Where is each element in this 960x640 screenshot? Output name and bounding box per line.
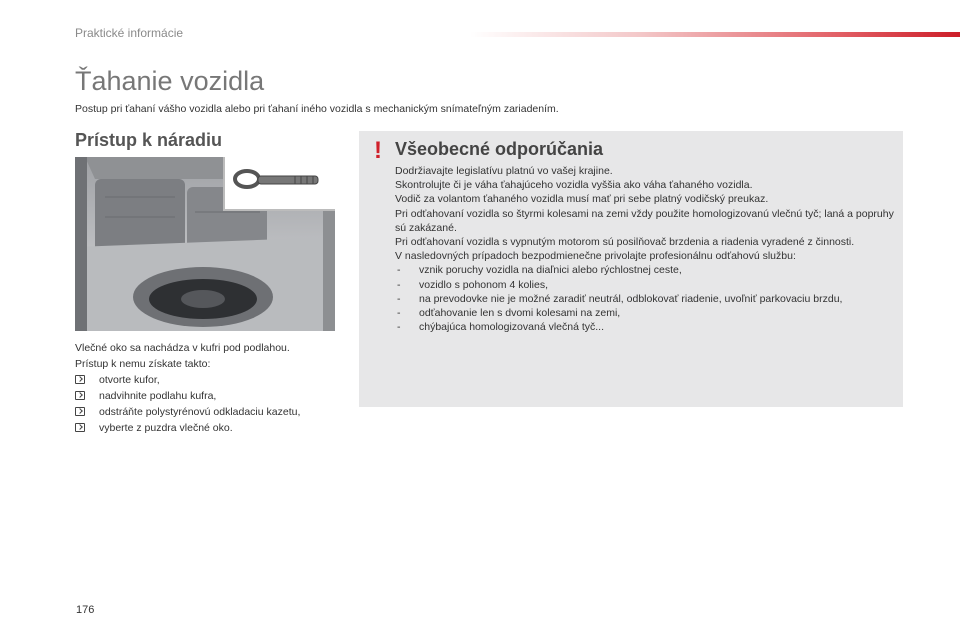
section-header-label: Praktické informácie [75,26,184,40]
advice-paragraph: Dodržiavajte legislatívu platnú vo vašej krajine. [395,165,613,177]
list-item: vyberte z puzdra vlečné oko. [75,420,300,436]
list-item: - odťahovanie len s dvomi kolesami na zemi, [397,307,621,320]
checkbox-bullet-icon [75,423,85,432]
list-item: nadvihnite podlahu kufra, [75,388,300,404]
advice-paragraph: V nasledovných prípadoch bezpodmienečne privolajte profesionálnu odťahovú službu: [395,250,796,263]
intro-line: Vlečné oko sa nachádza v kufri pod podlahou. [75,342,290,354]
advice-title: Všeobecné odporúčania [395,139,604,159]
warning-icon: ! [374,137,382,164]
dash-bullet: - [397,307,401,320]
general-advice-box [359,131,903,407]
advice-paragraph: Pri odťahovaní vozidla s vypnutým motorom sú posilňovač brzdenia a riadenia vyradené z činnosti. [395,236,855,249]
list-item: - vznik poruchy vozidla na diaľnici alebo rýchlostnej ceste, [397,264,682,277]
list-item: otvorte kufor, [75,372,300,388]
dash-bullet: - [397,264,401,277]
tow-service-cases [395,263,895,334]
list-item: - na prevodovke nie je možné zaradiť neutrál, odblokovať riadenie, uvoľniť parkovaciu brzdu, [397,292,843,305]
dash-bullet: - [397,292,401,305]
tools-steps-list [75,372,300,436]
advice-paragraph: Pri odťahovaní vozidla so štyrmi kolesami na zemi vždy použite homologizovanú vlečnú tyč; laná a popruhy sú zakázané. [395,207,894,234]
tow-eye-icon [225,157,333,207]
trunk-photo [75,157,335,331]
dash-bullet: - [397,321,401,334]
intro-line: Prístup k nemu získate takto: [75,358,211,370]
checkbox-bullet-icon [75,375,85,384]
checkbox-bullet-icon [75,391,85,400]
list-item: odstráňte polystyrénovú odkladaciu kazetu, [75,404,300,420]
list-item: - vozidlo s pohonom 4 kolies, [397,278,548,291]
advice-paragraph: Vodič za volantom ťahaného vozidla musí mať pri sebe platný vodičský preukaz. [395,193,769,206]
advice-paragraph: Skontrolujte či je váha ťahajúceho vozidla vyššia ako váha ťahaného vozidla. [395,179,753,192]
checkbox-bullet-icon [75,407,85,416]
dash-bullet: - [397,278,401,291]
tools-section-title: Prístup k náradiu [75,130,223,150]
tools-intro [75,340,290,372]
advice-body [395,164,895,334]
page-number: 176 [76,604,95,616]
tow-eye-inset [223,157,335,211]
header-accent-line [470,32,960,37]
list-item: - chýbajúca homologizovaná vlečná tyč... [397,321,605,334]
page-title: Ťahanie vozidla [75,66,265,96]
page-subtitle: Postup pri ťahaní vášho vozidla alebo pri ťahaní iného vozidla s mechanickým snímateľným zariadením. [75,103,559,115]
